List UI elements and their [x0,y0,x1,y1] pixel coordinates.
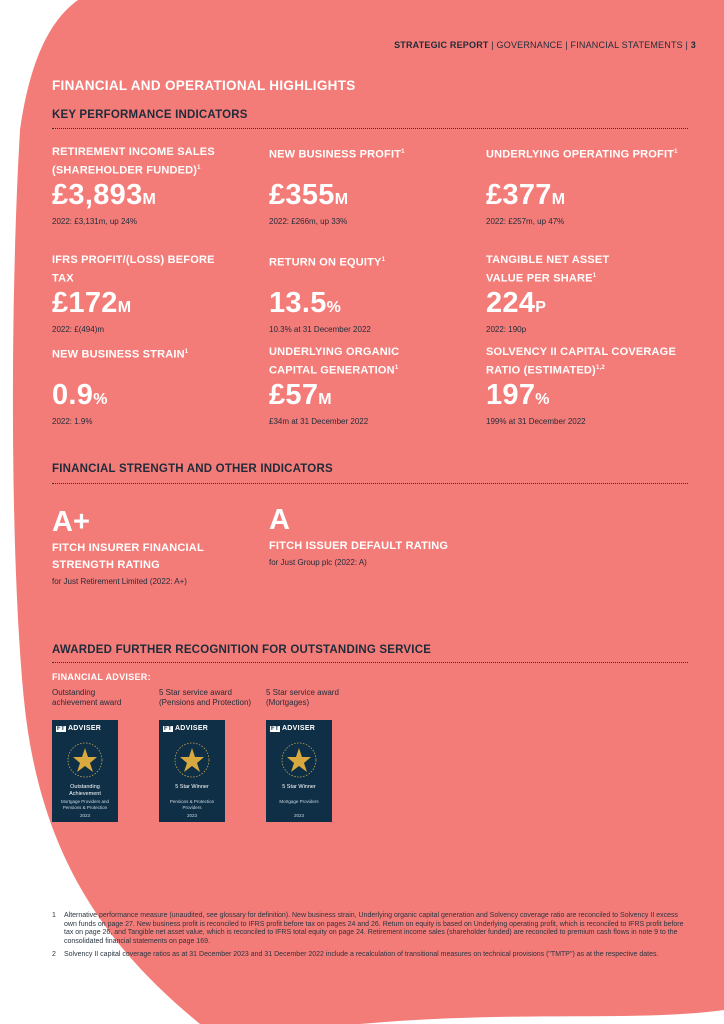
badge-subtitle: Mortgage Providers and Pensions & Protection [60,799,110,810]
badge-brand: FT ADVISER [164,725,209,732]
kpi-caption: 2022: 190p [486,324,527,334]
kpi-title: UNDERLYING ORGANIC CAPITAL GENERATION$^1$ [269,346,400,377]
badge-subtitle: Pensions & Protection Providers [169,799,215,810]
badge-subtitle: Mortgage Providers [279,799,319,804]
star-award-icon [159,738,225,782]
kpi-caption: 199% at 31 December 2022 [486,416,586,426]
kpi-value: £3,893M [52,178,157,211]
kpi-caption: 10.3% at 31 December 2022 [269,324,371,334]
footnote-number: 1 [52,912,56,919]
award-label: 5 Star service award (Pensions and Protection) [159,688,252,707]
kpi-value: 13.5% [269,286,342,319]
page-number: 3 [690,40,696,50]
award-5-star-pensions-protection [159,688,269,822]
award-outstanding-achievement [52,688,162,822]
rating-title: FITCH INSURER FINANCIAL STRENGTH RATING [52,542,204,571]
badge-year: 2023 [293,813,304,818]
badge-brand: FT ADVISER [57,725,102,732]
badge-year: 2023 [79,813,90,818]
page-title: FINANCIAL AND OPERATIONAL HIGHLIGHTS [52,78,356,93]
kpi-value: £355M [269,178,349,211]
kpi-new-business-strain [52,344,262,427]
award-5-star-mortgages [266,688,376,822]
running-header [394,40,696,50]
kpi-caption: 2022: £266m, up 33% [269,216,348,226]
kpi-ifrs-profit [52,252,222,335]
ft-logo-icon: FT [57,726,65,732]
badge-title: 5 Star Winner [175,784,209,790]
kpi-caption: 2022: £(494)m [52,324,105,334]
rating-caption: for Just Retirement Limited (2022: A+) [52,577,187,586]
kpi-title: TANGIBLE NET ASSET VALUE PER SHARE$^1$ [486,254,610,285]
kpi-new-business-profit [269,144,479,227]
kpi-title: RETURN ON EQUITY$^1$ [269,256,386,269]
kpi-caption: 2022: 1.9% [52,416,93,426]
kpi-organic-capital-generation [269,344,439,427]
rating-title: FITCH ISSUER DEFAULT RATING [269,540,449,552]
kpi-title: UNDERLYING OPERATING PROFIT$^1$ [486,148,678,161]
badge-brand: FT ADVISER [271,725,316,732]
kpi-heading: KEY PERFORMANCE INDICATORS [52,109,248,121]
recognition-divider [52,662,688,663]
award-badge [266,720,332,822]
recognition-heading: AWARDED FURTHER RECOGNITION FOR OUTSTANDING SERVICE [52,644,432,656]
rating-value: A [269,504,290,536]
kpi-caption: £34m at 31 December 2022 [269,416,369,426]
rating-issuer-default [269,504,509,569]
award-badge [52,720,118,822]
kpi-retirement-income-sales [52,144,252,227]
footnote-1 [52,912,688,946]
ft-logo-icon: FT [164,726,172,732]
kpi-return-on-equity [269,252,479,335]
strength-heading: FINANCIAL STRENGTH AND OTHER INDICATORS [52,463,333,475]
kpi-caption: 2022: £257m, up 47% [486,216,565,226]
footnote-text: Solvency II capital coverage ratios as at 31 December 2023 and 31 December 2022 include a recalculation of transitional measures on technical provisions ("TMTP") as at the respective dates. [64,951,659,958]
footnote-2 [52,951,688,960]
kpi-value: 197% [486,378,550,411]
award-badge [159,720,225,822]
header-rest: | GOVERNANCE | FINANCIAL STATEMENTS | [488,40,691,50]
kpi-value: £377M [486,178,566,211]
kpi-value: £57M [269,378,332,411]
kpi-title: SOLVENCY II CAPITAL COVERAGE RATIO (ESTIMATED)$^{1,2}$ [486,346,676,377]
star-award-icon [52,738,118,782]
rating-caption: for Just Group plc (2022: A) [269,558,367,567]
badge-year: 2023 [186,813,197,818]
star-award-icon [266,738,332,782]
kpi-solvency-coverage-ratio [486,344,686,427]
kpi-caption: 2022: £3,131m, up 24% [52,216,137,226]
kpi-title: IFRS PROFIT/(LOSS) BEFORE TAX [52,254,215,285]
kpi-underlying-operating-profit [486,144,696,227]
rating-value: A+ [52,506,90,538]
badge-title: 5 Star Winner [282,784,316,790]
kpi-divider [52,128,688,129]
kpi-title: RETIREMENT INCOME SALES (SHAREHOLDER FUNDED)$^1$ [52,146,215,177]
ft-logo-icon: FT [271,726,279,732]
award-label: 5 Star service award (Mortgages) [266,688,339,707]
badge-title: Outstanding Achievement [69,784,101,797]
kpi-value: 224P [486,286,547,319]
footnote-text: Alternative performance measure (unaudited, see glossary for definition). New business strain, Underlying organic capital generation and Solvency coverage ratio are reconciled to Solvency II excess own funds on page 27. New business profit is reconciled to IFRS profit before tax on pages 24 and 26. Return on equity is based on Underlying operating profit, which is reconciled to IFRS profit before tax on page 26, and Tangible net asset value, which is reconciled to IFRS total equity on page 24. Retirement income sales (shareholder funded) are reconciled to premium cash flows in note 9 to the consolidated financial statements on page 169. [64,912,684,945]
kpi-title: NEW BUSINESS PROFIT$^1$ [269,148,405,161]
financial-adviser-label: FINANCIAL ADVISER: [52,672,151,682]
kpi-title: NEW BUSINESS STRAIN$^1$ [52,348,189,361]
strength-divider [52,483,688,484]
footnote-number: 2 [52,951,56,958]
kpi-value: £172M [52,286,132,319]
rating-insurer-financial-strength [52,506,232,588]
kpi-value: 0.9% [52,378,108,411]
kpi-tangible-nav-per-share [486,252,646,335]
award-label: Outstanding achievement award [52,688,122,707]
header-section: STRATEGIC REPORT [394,40,489,50]
